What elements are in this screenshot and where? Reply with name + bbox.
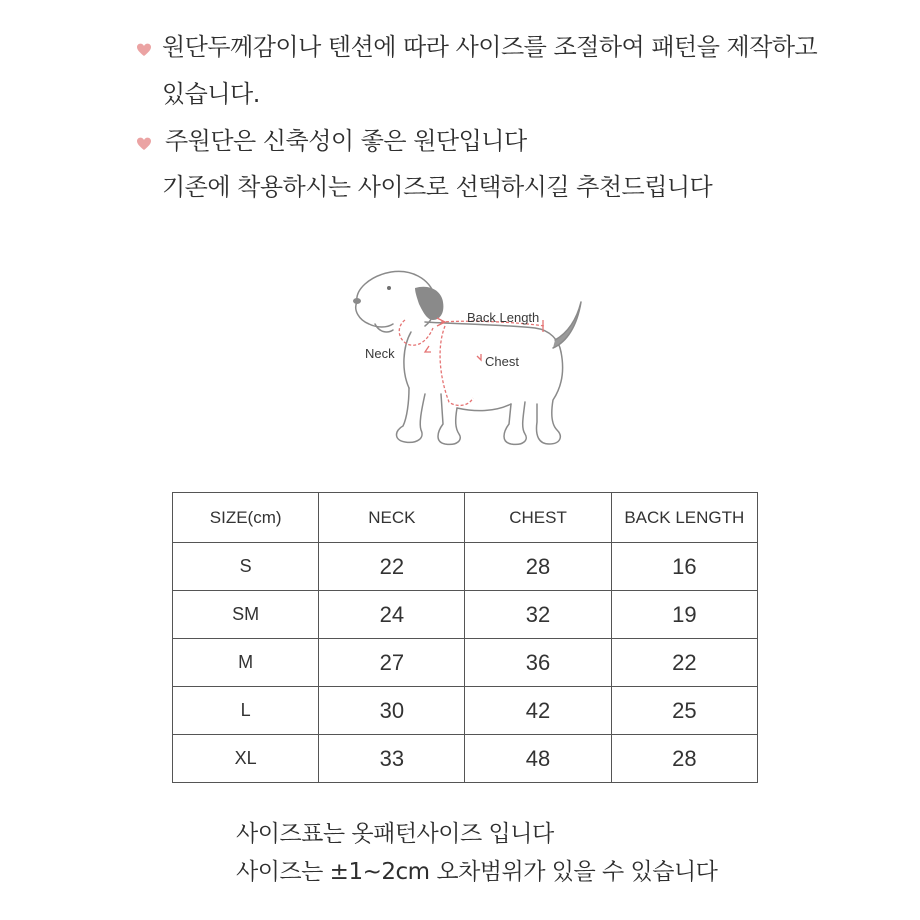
cell-chest: 48 [465,735,611,783]
cell-neck: 33 [319,735,465,783]
footer-note-tolerance: 사이즈는 ±1~2cm 오차범위가 있을 수 있습니다 [236,859,718,885]
label-back-length: Back Length [467,310,540,325]
heart-icon [136,42,152,58]
table-row [173,639,758,687]
note-line: 주원단은 신축성이 좋은 원단입니다 [165,127,527,155]
note-line: 기존에 착용하시는 사이즈로 선택하시길 추천드립니다 [162,173,713,201]
cell-back-length: 25 [611,687,757,735]
cell-neck: 22 [319,543,465,591]
dog-eye [387,286,391,290]
cell-size: S [173,543,319,591]
note-line: 있습니다. [162,80,260,108]
cell-size: M [173,639,319,687]
cell-back-length: 28 [611,735,757,783]
table-row [173,687,758,735]
cell-size: L [173,687,319,735]
header-size: SIZE(cm) [173,493,319,543]
note-line: 원단두께감이나 텐션에 따라 사이즈를 조절하여 패턴을 제작하고 [162,33,818,61]
header-chest: CHEST [465,493,611,543]
label-chest: Chest [485,354,519,369]
table-header-row [173,493,758,543]
cell-neck: 27 [319,639,465,687]
cell-chest: 32 [465,591,611,639]
table-row [173,591,758,639]
dog-measurement-diagram [345,262,585,462]
size-table [172,492,758,783]
heart-icon [136,136,152,152]
cell-neck: 24 [319,591,465,639]
header-neck: NECK [319,493,465,543]
cell-chest: 28 [465,543,611,591]
dog-ear [415,287,443,320]
label-neck: Neck [365,346,395,361]
cell-chest: 42 [465,687,611,735]
cell-back-length: 22 [611,639,757,687]
header-back-length: BACK LENGTH [611,493,757,543]
table-row [173,735,758,783]
cell-chest: 36 [465,639,611,687]
cell-size: XL [173,735,319,783]
dog-nose [353,298,361,304]
cell-back-length: 19 [611,591,757,639]
cell-back-length: 16 [611,543,757,591]
footer-note-pattern-size: 사이즈표는 옷패턴사이즈 입니다 [236,821,554,847]
cell-size: SM [173,591,319,639]
table-row [173,543,758,591]
measurement-lines [399,320,545,405]
cell-neck: 30 [319,687,465,735]
